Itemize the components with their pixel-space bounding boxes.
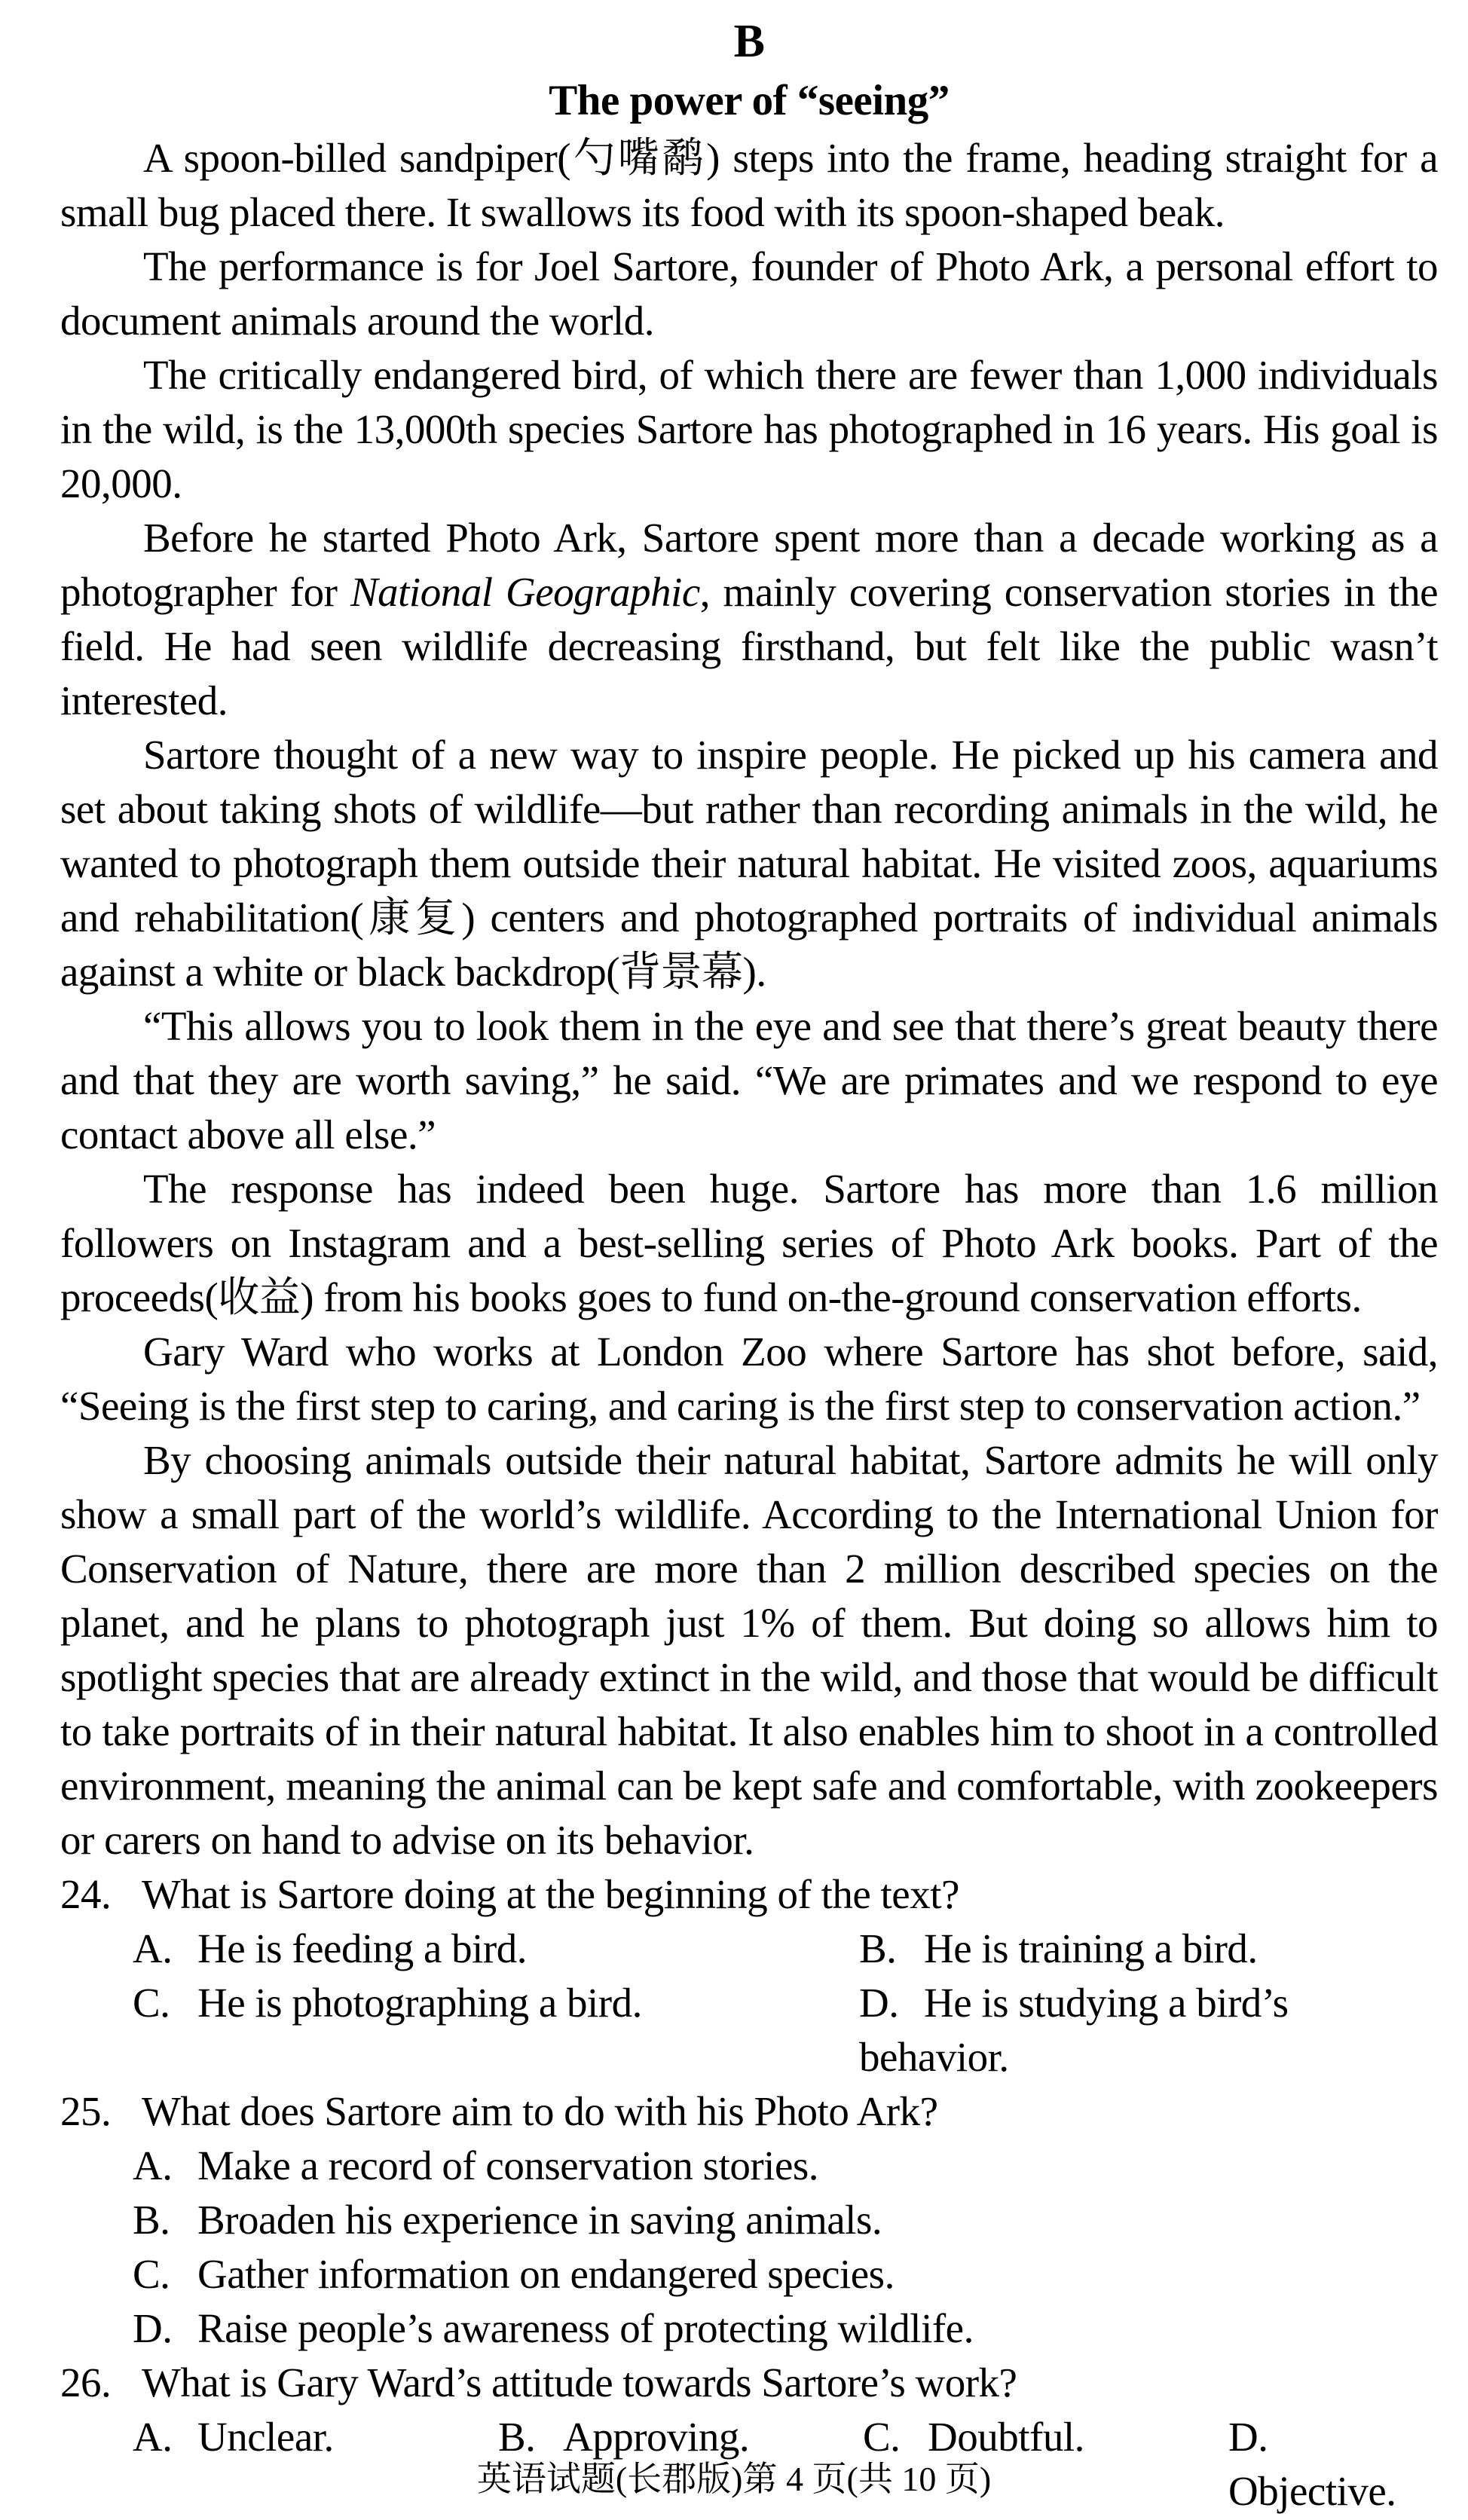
paragraph-1-text: A spoon-billed sandpiper(勺嘴鹬) steps into the frame, heading straight for a small bug placed there. It swallows its food with its spoon-shaped beak. (60, 135, 1438, 235)
question-26-number: 26. (60, 2359, 112, 2405)
paragraph-5-text: Sartore thought of a new way to inspire people. He picked up his camera and set about taking shots of wildlife—but rather than recording animals in the wild, he wanted to photograph them outside their natural habitat. He visited zoos, aquariums and rehabilitation(康复) centers and photographed portraits of individual animals against a white or black backdrop(背景幕). (60, 732, 1438, 995)
paragraph-4-text-after: , mainly covering conservation stories in the field. He had seen wildlife decreasing firsthand, but felt like the public wasn’t interested. (60, 569, 1438, 723)
option-25-c (60, 2247, 1438, 2301)
question-24-number: 24. (60, 1871, 112, 1917)
page-footer: 英语试题(长郡版)第 4 页(共 10 页) (476, 2460, 992, 2498)
question-24-options (60, 1922, 1438, 2084)
option-25-b (60, 2193, 1438, 2247)
question-25-number: 25. (60, 2088, 112, 2134)
question-26-text: What is Gary Ward’s attitude towards Sartore’s work? (142, 2359, 1017, 2405)
option-25-a-label: A. (133, 2142, 173, 2188)
questions-section (60, 1867, 1438, 2518)
paragraph-8-text: Gary Ward who works at London Zoo where Sartore has shot before, said, “Seeing is the first step to caring, and caring is the first step to conservation action.” (60, 1329, 1438, 1429)
paragraph-5 (60, 728, 1438, 999)
question-26-line (60, 2356, 1438, 2410)
option-25-c-label: C. (133, 2251, 170, 2297)
option-26-c-label: C. (863, 2414, 901, 2460)
option-25-a (60, 2139, 1438, 2193)
option-24-c-label: C. (133, 1980, 170, 2026)
option-24-a (60, 1922, 787, 1976)
paragraph-4 (60, 511, 1438, 728)
option-24-b-label: B. (859, 1925, 897, 1971)
option-25-d-text: Raise people’s awareness of protecting wildlife. (197, 2305, 974, 2351)
paragraph-6 (60, 999, 1438, 1162)
option-26-b-label: B. (498, 2414, 536, 2460)
option-26-d-text: Objective. (1228, 2468, 1396, 2514)
question-24 (60, 1867, 1438, 2084)
option-26-b-text: Approving. (563, 2414, 750, 2460)
question-25-options (60, 2139, 1438, 2356)
paragraph-8 (60, 1325, 1438, 1433)
option-25-d (60, 2301, 1438, 2356)
option-24-c (60, 1976, 787, 2084)
option-24-d-label: D. (859, 1980, 899, 2026)
option-26-c-text: Doubtful. (928, 2414, 1084, 2460)
paragraph-2-text: The performance is for Joel Sartore, founder of Photo Ark, a personal effort to document animals around the world. (60, 243, 1438, 344)
paragraph-3-text: The critically endangered bird, of which there are fewer than 1,000 individuals in the wild, is the 13,000th species Sartore has photographed in 16 years. His goal is 20,000. (60, 352, 1438, 506)
option-24-b-text: He is training a bird. (924, 1925, 1258, 1971)
question-25-text: What does Sartore aim to do with his Photo Ark? (142, 2088, 938, 2134)
passage-title: The power of “seeing” (549, 77, 950, 124)
option-24-a-label: A. (133, 1925, 173, 1971)
paragraph-6-text: “This allows you to look them in the eye and see that there’s great beauty there and that they are worth saving,” he said. “We are primates and we respond to eye contact above all else.” (60, 1003, 1438, 1158)
question-24-line (60, 1867, 1438, 1922)
paragraph-9-text: By choosing animals outside their natural habitat, Sartore admits he will only show a small part of the world’s wildlife. According to the International Union for Conservation of Nature, there are more than 2 million described species on the planet, and he plans to photograph just 1% of them. But doing so allows him to spotlight species that are already extinct in the wild, and those that would be difficult to take portraits of in their natural habitat. It also enables him to shoot in a controlled environment, meaning the animal can be kept safe and comfortable, with zookeepers or carers on hand to advise on its behavior. (60, 1437, 1438, 1863)
option-25-b-text: Broaden his experience in saving animals. (197, 2197, 882, 2243)
question-25 (60, 2084, 1438, 2356)
option-26-a-text: Unclear. (197, 2414, 334, 2460)
option-25-b-label: B. (133, 2197, 170, 2243)
question-24-text: What is Sartore doing at the beginning of the text? (142, 1871, 959, 1917)
paragraph-1 (60, 131, 1438, 240)
paragraph-7 (60, 1162, 1438, 1325)
section-label: B (733, 16, 765, 67)
option-26-a-label: A. (133, 2414, 173, 2460)
reading-passage (60, 131, 1438, 1867)
option-24-b (787, 1922, 1438, 1976)
option-24-c-text: He is photographing a bird. (197, 1980, 642, 2026)
option-24-d-text: He is studying a bird’s behavior. (859, 1980, 1289, 2080)
option-25-c-text: Gather information on endangered species. (197, 2251, 895, 2297)
paragraph-3 (60, 348, 1438, 511)
paragraph-7-text: The response has indeed been huge. Sartore has more than 1.6 million followers on Instagram and a best-selling series of Photo Ark books. Part of the proceeds(收益) from his books goes to fund on-the-ground conservation efforts. (60, 1166, 1438, 1320)
option-25-d-label: D. (133, 2305, 173, 2351)
option-25-a-text: Make a record of conservation stories. (197, 2142, 819, 2188)
paragraph-9 (60, 1433, 1438, 1867)
magazine-name-italic: National Geographic (350, 569, 700, 615)
question-25-line (60, 2084, 1438, 2139)
option-26-d-label: D. (1228, 2414, 1268, 2460)
paragraph-2 (60, 240, 1438, 348)
option-24-a-text: He is feeding a bird. (197, 1925, 527, 1971)
paragraph-4-text-before: Before he started Photo Ark, Sartore spent more than a decade working as a photographer for (60, 515, 1438, 615)
option-24-d (787, 1976, 1438, 2084)
